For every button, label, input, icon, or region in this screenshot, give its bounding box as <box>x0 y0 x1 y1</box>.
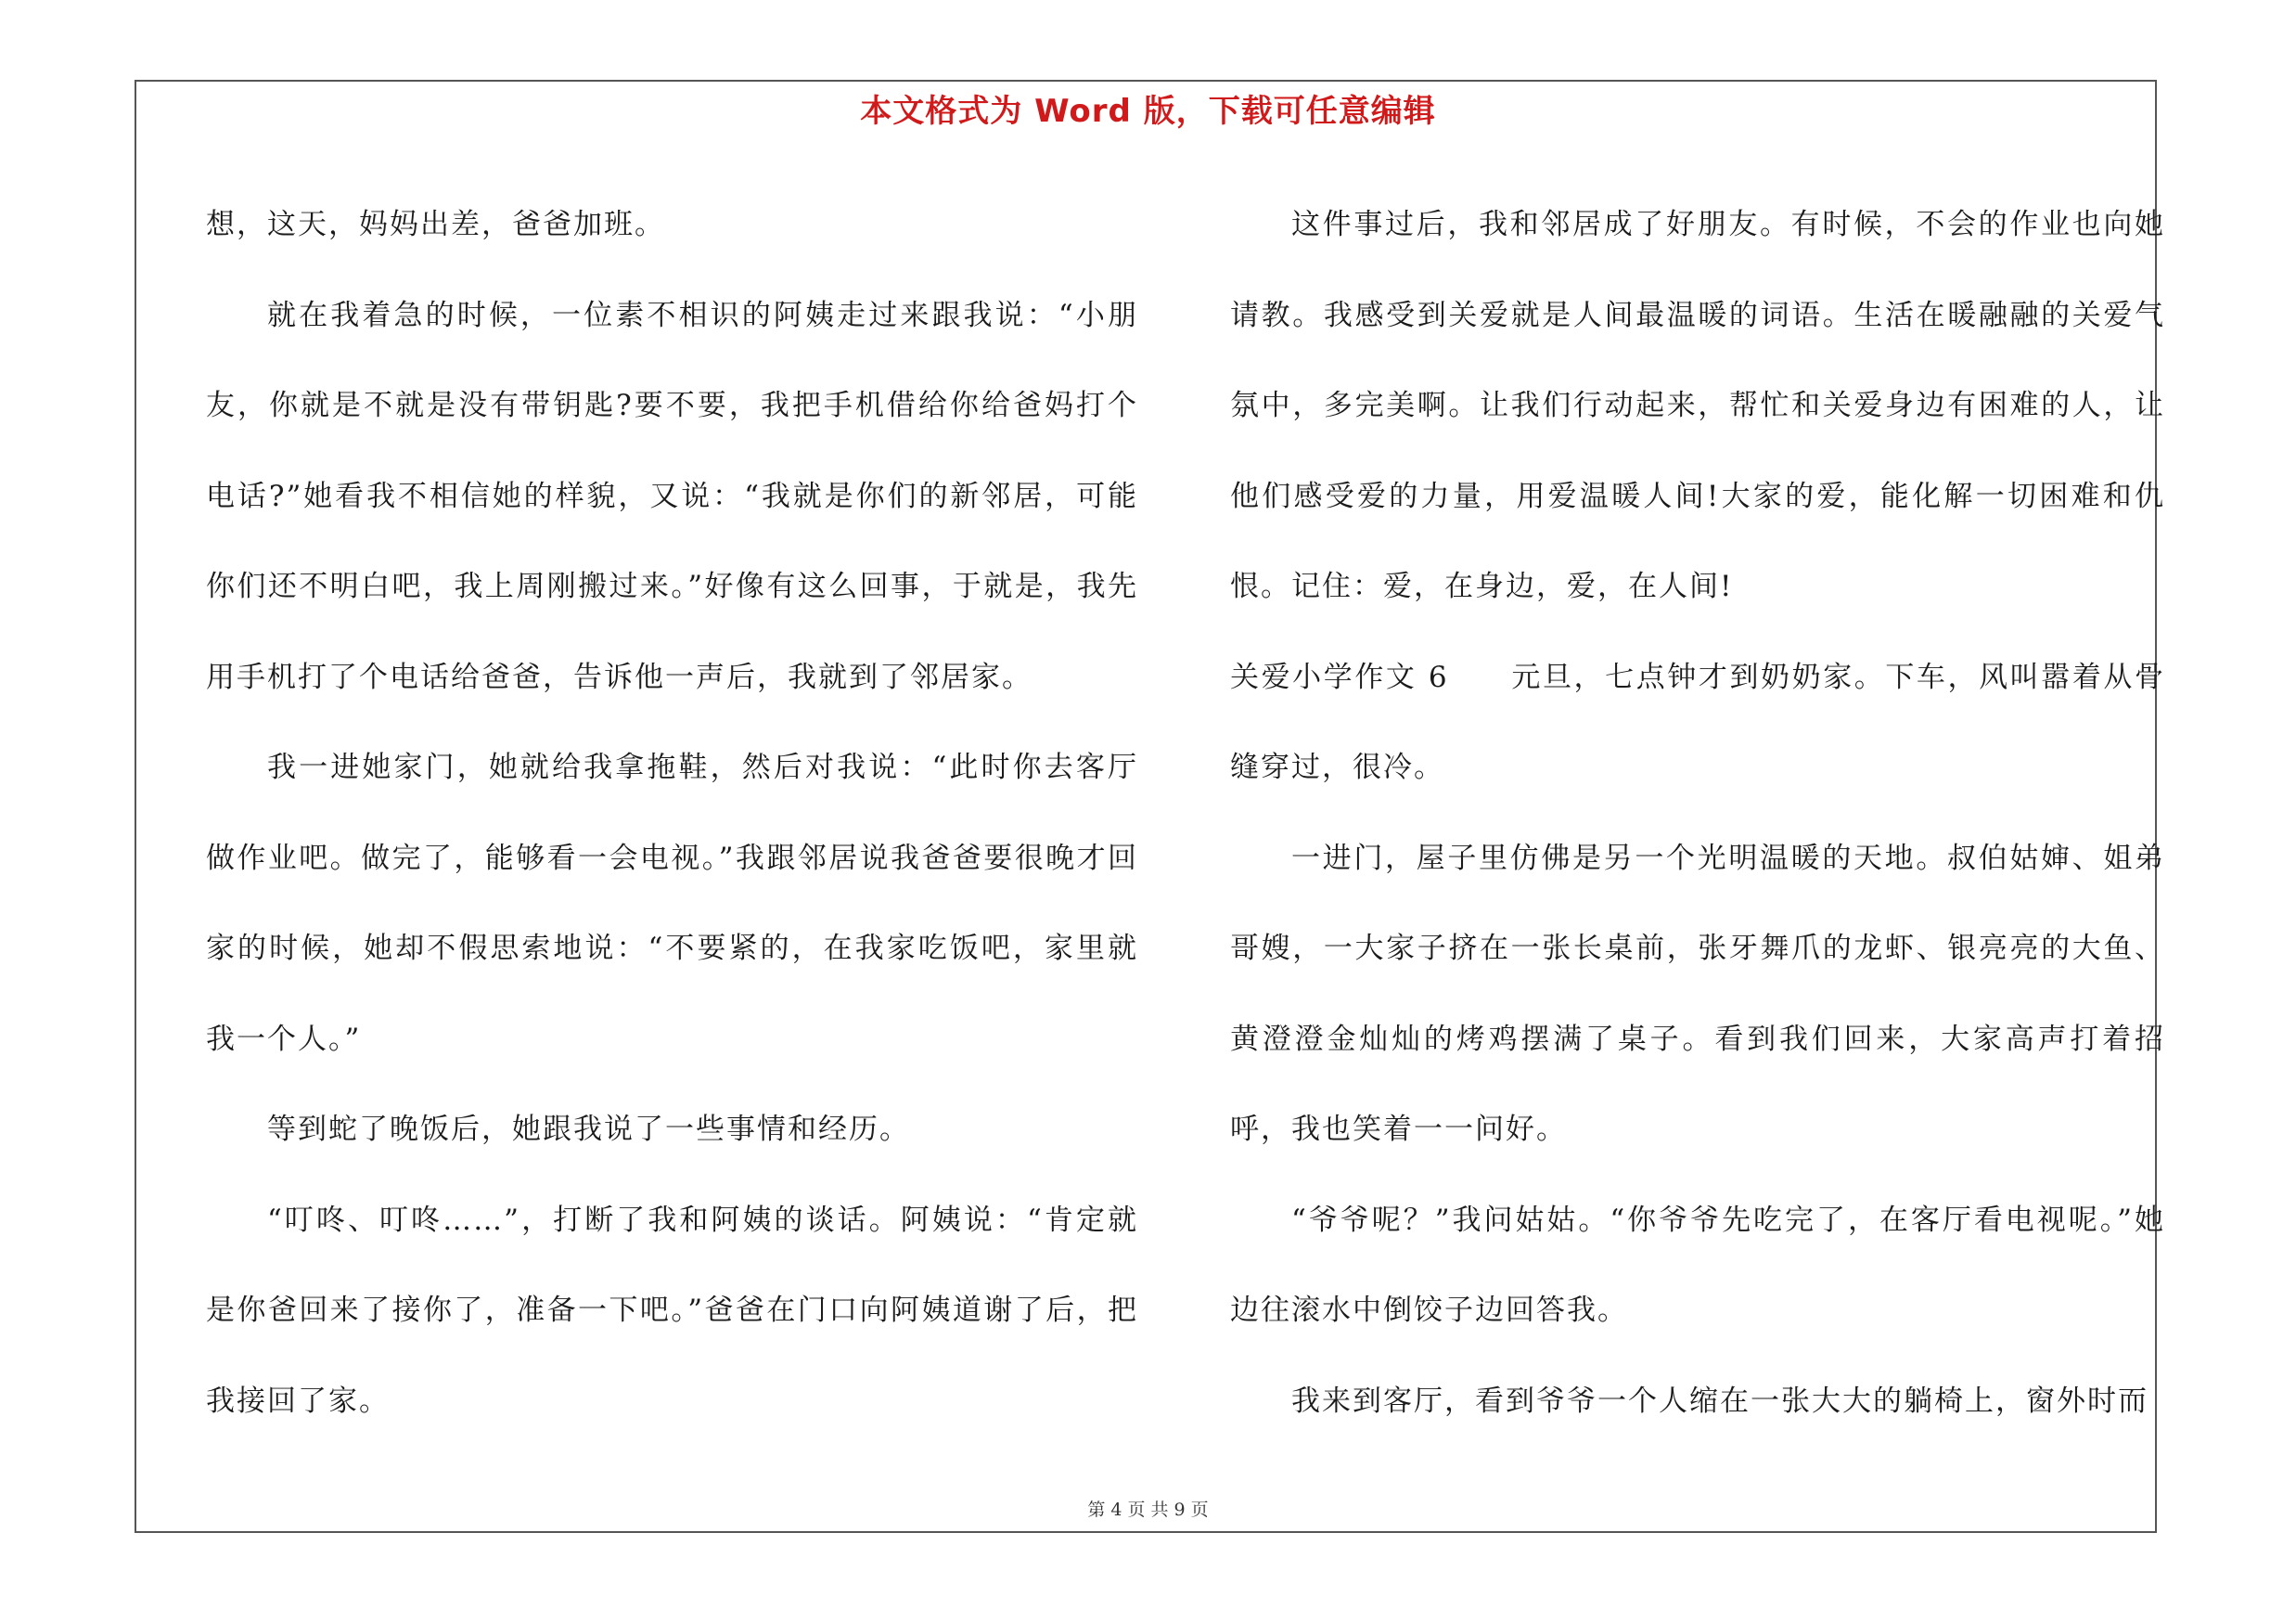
left-text-column <box>206 180 1138 1447</box>
paragraph: 等到蛇了晚饭后，她跟我说了一些事情和经历。 <box>267 1113 910 1146</box>
paragraph: 我一进她家门，她就给我拿拖鞋，然后对我说：“此时你去客厅做作业吧。做完了，能够看一会电视。”我跟邻居说我爸爸要很晚才回家的时候，她却不假思索地说：“不要紧的，在我家吃饭吧，家里就我一个人。” <box>206 751 1138 1056</box>
paragraph: 想，这天，妈妈出差，爸爸加班。 <box>206 208 665 241</box>
paragraph: 这件事过后，我和邻居成了好朋友。有时候，不会的作业也向她请教。我感受到关爱就是人间最温暖的词语。生活在暖融融的关爱气氛中，多完美啊。让我们行动起来，帮忙和关爱身边有困难的人，让他们感受爱的力量，用爱温暖人间!大家的爱，能化解一切困难和仇恨。记住：爱，在身边，爱，在人间! <box>1230 208 2165 603</box>
paragraph: “爷爷呢？”我问姑姑。“你爷爷先吃完了，在客厅看电视呢。”她边往滚水中倒饺子边回答我。 <box>1230 1203 2165 1327</box>
right-text-column <box>1230 180 2165 1447</box>
paragraph: “叮咚、叮咚……”，打断了我和阿姨的谈话。阿姨说：“肯定就是你爸回来了接你了，准备一下吧。”爸爸在门口向阿姨道谢了后，把我接回了家。 <box>206 1203 1138 1418</box>
document-header-notice: 本文格式为 Word 版，下载可任意编辑 <box>860 93 1436 130</box>
page-number: 第 4 页 共 9 页 <box>1087 1500 1209 1520</box>
paragraph: 我来到客厅，看到爷爷一个人缩在一张大大的躺椅上，窗外时而 <box>1291 1384 2148 1418</box>
paragraph: 一进门，屋子里仿佛是另一个光明温暖的天地。叔伯姑婶、姐弟哥嫂，一大家子挤在一张长桌前，张牙舞爪的龙虾、银亮亮的大鱼、黄澄澄金灿灿的烤鸡摆满了桌子。看到我们回来，大家高声打着招呼，我也笑着一一问好。 <box>1230 841 2165 1146</box>
essay-title-paragraph: 关爱小学作文 6 元旦，七点钟才到奶奶家。下车，风叫嚣着从骨缝穿过，很冷。 <box>1230 660 2165 784</box>
paragraph: 就在我着急的时候，一位素不相识的阿姨走过来跟我说：“小朋友，你就是不就是没有带钥匙?要不要，我把手机借给你给爸妈打个电话?”她看我不相信她的样貌，又说：“我就是你们的新邻居，可能你们还不明白吧，我上周刚搬过来。”好像有这么回事，于就是，我先用手机打了个电话给爸爸，告诉他一声后，我就到了邻居家。 <box>206 298 1138 694</box>
